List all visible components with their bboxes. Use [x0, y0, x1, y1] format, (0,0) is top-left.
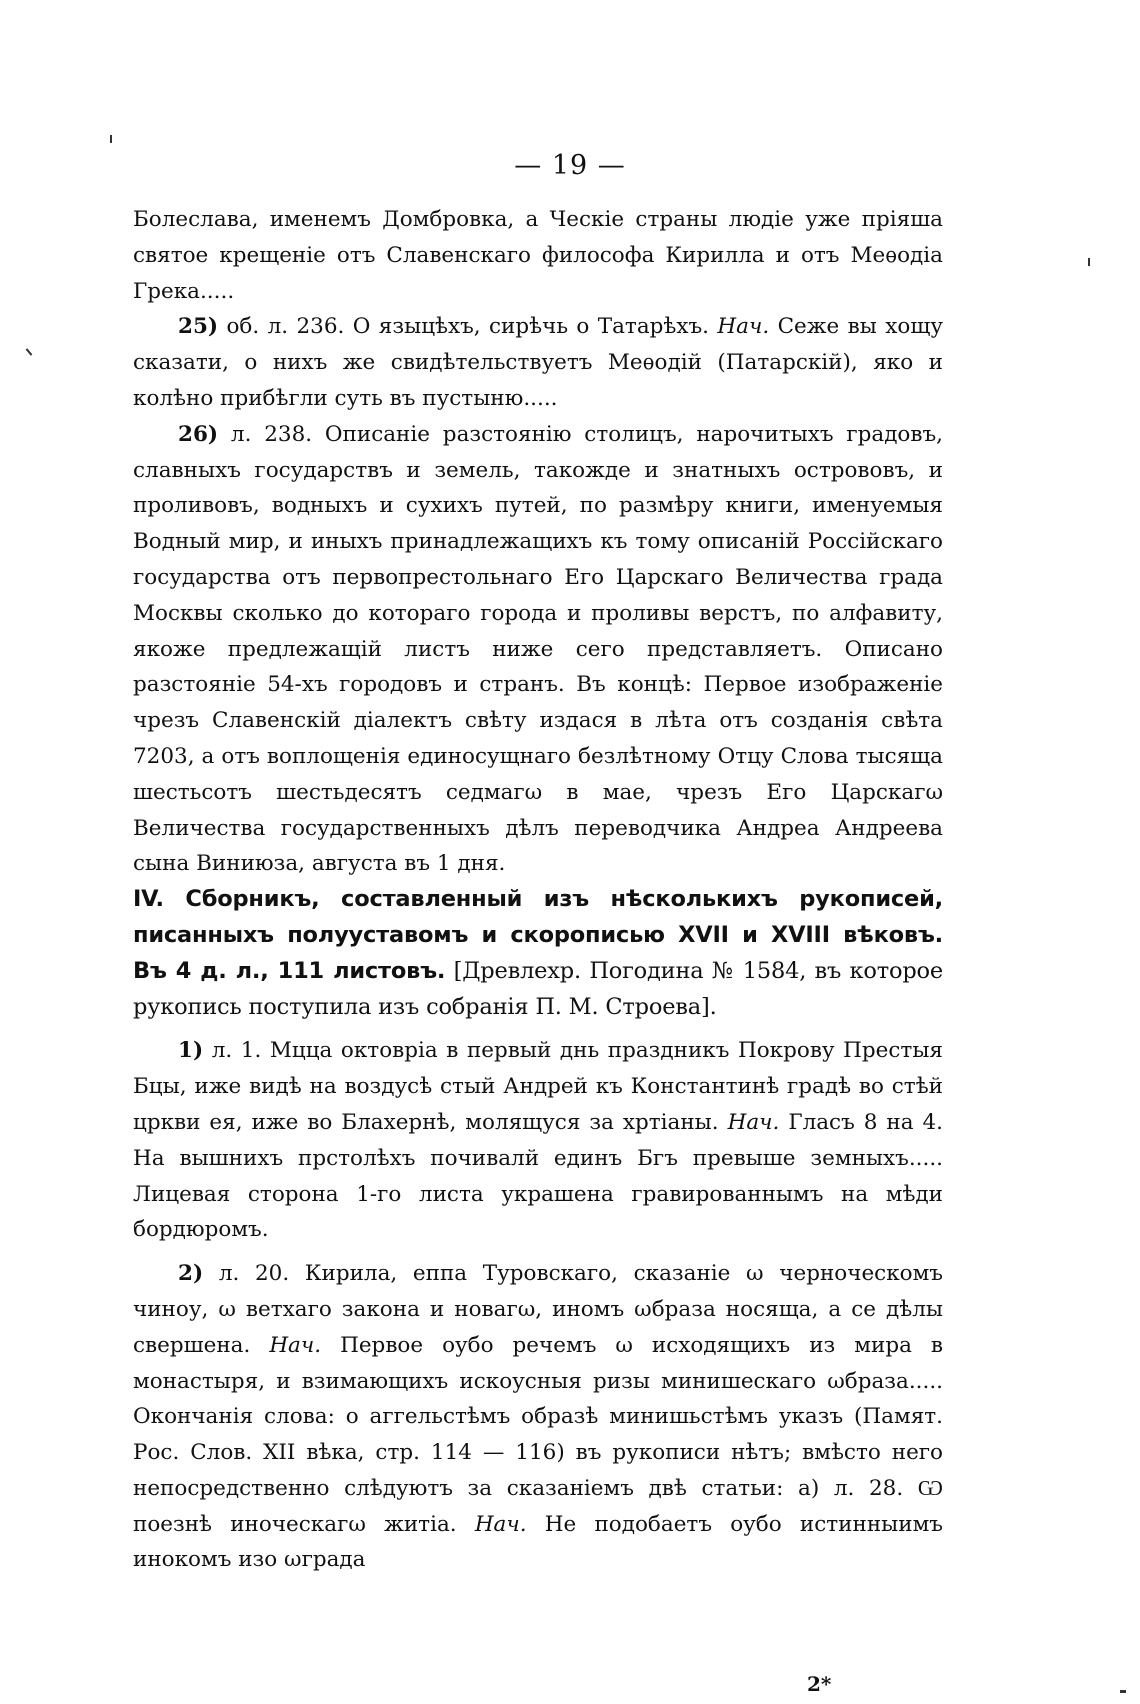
- paragraph-26: [133, 417, 943, 882]
- item-text: об. л. 236. О языцѣхъ, сирѣчь о Татарѣхъ.: [218, 314, 718, 340]
- text-body: [133, 202, 943, 1578]
- entry-2: [133, 1256, 943, 1578]
- scan-speck: [1120, 1690, 1126, 1693]
- section-heading: [133, 882, 943, 1025]
- item-text: л. 1. Мцца октовріа в первый днь праздникъ Покрову Престыя Бцы, иже видѣ на воздусѣ стый Андрей къ Константинѣ градѣ во стѣй цркви ея, иже во Блахернѣ, молящуся за хртіаны.: [133, 1038, 943, 1135]
- incipit-label-2: Нач.: [474, 1511, 527, 1537]
- incipit-label: Нач.: [717, 314, 770, 340]
- scan-speck: [26, 348, 33, 355]
- item-number: 25): [178, 314, 219, 340]
- section-title: IV. Сборникъ, составленный изъ нѣсколькихъ рукописей, писанныхъ полууставомъ и скорописью XVII и XVIII вѣковъ. Въ 4 д. л., 111 листовъ.: [133, 886, 943, 984]
- item-text-rest-2: Не подобаетъ оубо истинныимъ инокомъ изо ωграда: [133, 1511, 943, 1573]
- paragraph-25: [133, 309, 943, 416]
- incipit-label: Нач.: [269, 1332, 322, 1358]
- item-text: л. 20. Кирила, еппа Туровскаго, сказаніе ω черноческомъ чиноу, ω ветхаго закона и новагω, иномъ ωбраза носяща, а се дѣлы свершена.: [133, 1261, 943, 1358]
- item-text-rest: Сеже вы хощу сказати, о нихъ же свидѣтельствуетъ Меѳодій (Патарскій), яко и колѣно прибѣгли суть въ пустыню.....: [133, 314, 943, 411]
- item-text-rest: Гласъ 8 на 4. На вышнихъ прстолѣхъ почивалй единъ Бгъ превыше земныхъ..... Лицевая сторона 1-го листа украшена гравированнымъ на мѣди бордюромъ.: [133, 1109, 943, 1243]
- item-number: 26): [178, 421, 219, 447]
- entry-1: [133, 1033, 943, 1248]
- item-number: 1): [178, 1038, 204, 1064]
- scan-speck: [1088, 258, 1090, 266]
- item-number: 2): [178, 1261, 204, 1287]
- signature-mark: 2*: [807, 1672, 832, 1696]
- incipit-label: Нач.: [727, 1109, 780, 1135]
- scan-speck: [110, 135, 112, 143]
- page-number: — 19 —: [514, 150, 626, 181]
- paragraph-continuation: Болеслава, именемъ Домбровка, а Ческіе страны людіе уже пріяша святое крещеніе отъ Славенскаго философа Кирилла и отъ Меѳодіа Грека.....: [133, 207, 943, 304]
- item-text: л. 238. Описаніе разстоянію столицъ, нарочитыхъ градовъ, славныхъ государствъ и земель, такожде и знатныхъ острововъ, и проливовъ, водныхъ и сухихъ путей, по размѣру книги, именуемыя Водный мир, и иныхъ принадлежащихъ къ тому описаній Россійскаго государства отъ первопрестольнаго Его Царскаго Величества града Москвы сколько до котораго города и проливы верстъ, по алфавиту, якоже предлежащій листъ ниже сего представляетъ. Описано разстояніе 54-хъ городовъ и странъ. Въ концѣ: Первое изображеніе чрезъ Славенскій діалектъ свѣту издася в лѣта отъ созданія свѣта 7203, а отъ воплощенія единосущнаго безлѣтному Отцу Слова тысяща шестьсотъ шестьдесятъ седмагω в мае, чрезъ Его Царскагω Величества государственныхъ дѣлъ переводчика Андреа Андреева сына Виниюза, августа въ 1 дня.: [133, 421, 943, 877]
- section-note: [Древлехр. Погодина № 1584, въ которое рукопись поступила изъ собранія П. М. Строева].: [133, 957, 943, 1020]
- item-text-rest: Первое оубо речемъ ω исходящихъ из мира в монастыря, и взимающихъ искоусныя ризы минишескаго ωбраза..... Окончанія слова: о аггельстѣмъ образѣ минишьстѣмъ указъ (Памят. Рос. Слов. XII вѣка, стр. 114 — 116) въ рукописи нѣтъ; вмѣсто него непосредственно слѣдуютъ за сказаніемъ двѣ статьи: а) л. 28. Ѡ поезнѣ иноческагω житіа.: [133, 1332, 943, 1537]
